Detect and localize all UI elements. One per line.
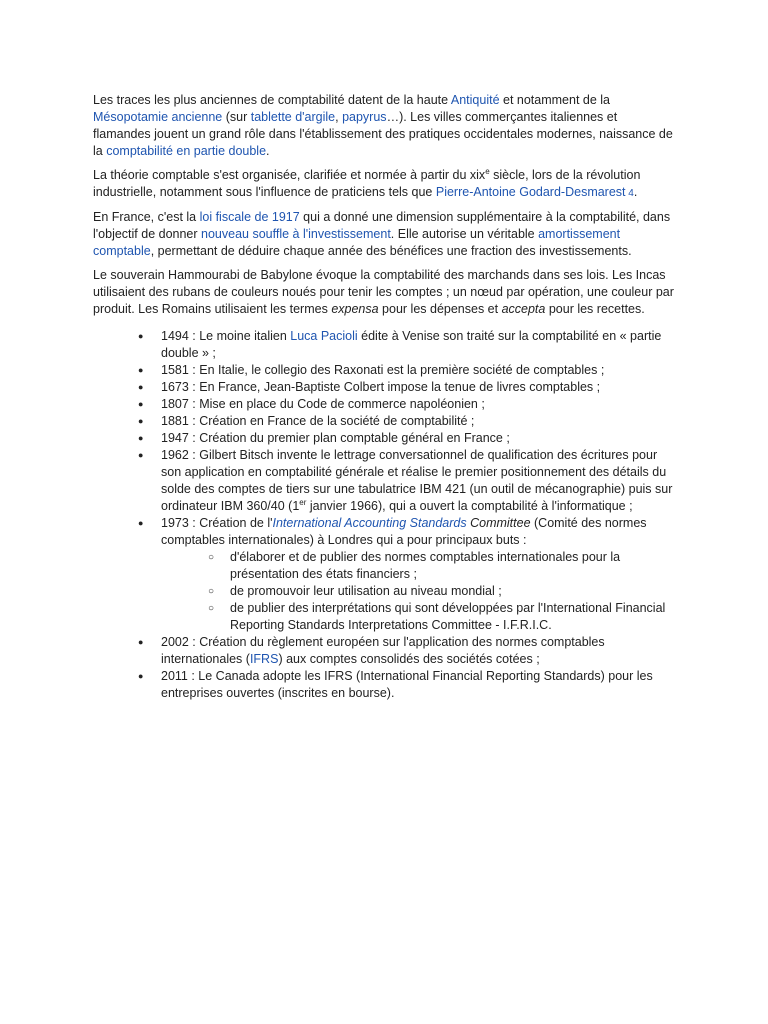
list-item-1673: ● 1673 : En France, Jean-Baptiste Colbert impose la tenue de livres comptables ; <box>161 379 678 396</box>
list-item-1973 <box>161 515 678 634</box>
text: janvier 1966), qui a ouvert la comptabilité à l'informatique ; <box>306 499 633 513</box>
list-item-2002 <box>161 634 678 668</box>
text-accepta: accepta <box>501 302 546 316</box>
link-iasc[interactable] <box>273 516 467 530</box>
link-luca-pacioli[interactable]: Luca Pacioli <box>290 329 358 343</box>
sublist-item-promouvoir: ○ de promouvoir leur utilisation au niveau mondial ; <box>230 583 678 600</box>
text: , <box>335 110 343 124</box>
paragraph-france <box>93 209 678 260</box>
text: En France, c'est la <box>93 210 200 224</box>
link-partie-double[interactable]: comptabilité en partie double <box>106 144 267 158</box>
link-text: International Accounting Standards <box>272 516 467 530</box>
text: Les traces les plus anciennes de comptabilité datent de la haute <box>93 93 451 107</box>
text: pour les dépenses et <box>378 302 502 316</box>
link-ifrs[interactable]: IFRS <box>249 652 279 666</box>
superscript: e <box>485 166 490 176</box>
list-item-1807: ● 1807 : Mise en place du Code de commerce napoléonien ; <box>161 396 678 413</box>
text: pour les recettes. <box>545 302 645 316</box>
text: 2002 : Création du règlement européen sur l'application des normes comptables internationales ( <box>161 635 605 666</box>
text: …). Les villes commerçantes italiennes et flamandes jouent un grand rôle dans l'établissement des pratiques occidentales modernes, naissance de la <box>93 110 673 158</box>
list-item-1947: ● 1947 : Création du premier plan comptable général en France ; <box>161 430 678 447</box>
timeline-list <box>93 328 678 702</box>
text: . <box>266 144 270 158</box>
text: . Elle autorise un véritable <box>390 227 539 241</box>
paragraph-theory <box>93 167 678 202</box>
text: 1973 : Création de l' <box>161 516 273 530</box>
link-papyrus[interactable]: papyrus <box>342 110 387 124</box>
reference-4[interactable]: 4 <box>625 188 634 199</box>
superscript: er <box>299 497 307 507</box>
text: siècle, lors de la révolution industrielle, notamment sous l'influence de praticiens tels que <box>93 168 641 199</box>
paragraph-history <box>93 267 678 318</box>
text-expensa: expensa <box>331 302 379 316</box>
list-item-2011: ● 2011 : Le Canada adopte les IFRS (International Financial Reporting Standards) pour les entreprises ouvertes (inscrites en bourse). <box>161 668 678 702</box>
list-item-1962 <box>161 447 678 515</box>
document-page <box>93 92 678 702</box>
text: édite à Venise son traité sur la comptabilité en « partie double » ; <box>161 329 662 360</box>
link-godard-desmarest[interactable]: Pierre-Antoine Godard-Desmarest <box>435 185 626 199</box>
text: ) aux comptes consolidés des sociétés cotées ; <box>278 652 540 666</box>
goals-sublist <box>161 549 678 634</box>
text: et notamment de la <box>499 93 611 107</box>
sublist-item-publier: ○ de publier des interprétations qui sont développées par l'International Financial Reporting Standards Interpretations Committee - I.F.R.I.C. <box>230 600 678 634</box>
text: . <box>633 185 638 199</box>
text: Le souverain Hammourabi de Babylone évoque la comptabilité des marchands dans ses lois. Les Incas utilisaient des rubans de couleurs noués pour tenir les comptes ; un nœud par opération, une couleur par produit. Les Romains utilisaient les termes <box>93 268 674 316</box>
text: qui a donné une dimension supplémentaire à la comptabilité, dans l'objectif de donner <box>93 210 671 241</box>
paragraph-antiquity <box>93 92 678 160</box>
text: 1962 : Gilbert Bitsch invente le lettrage conversationnel de qualification des écritures pour son application en comptabilité générale et réalise le premier positionnement des détails du solde des comptes de tiers sur une tabulatrice IBM 421 (un outil de mécanographie) puis sur ordinateur IBM 360/40 (1 <box>161 448 673 513</box>
text: (sur <box>222 110 251 124</box>
list-item-1581: ● 1581 : En Italie, le collegio des Raxonati est la première société de comptables ; <box>161 362 678 379</box>
text: La théorie comptable s'est organisée, clarifiée et normée à partir du xix <box>93 168 486 182</box>
list-item-1881: ● 1881 : Création en France de la société de comptabilité ; <box>161 413 678 430</box>
link-nouveau-souffle[interactable]: nouveau souffle à l'investissement <box>201 227 391 241</box>
text: , permettant de déduire chaque année des bénéfices une fraction des investissements. <box>150 244 632 258</box>
list-item-1494 <box>161 328 678 362</box>
link-antiquite[interactable]: Antiquité <box>450 93 500 107</box>
text: (Comité des normes comptables internationales) à Londres qui a pour principaux buts : <box>161 516 647 547</box>
sublist-item-elaborer: ○ d'élaborer et de publier des normes comptables internationales pour la présentation des états financiers ; <box>230 549 678 583</box>
text: 1494 : Le moine italien <box>161 329 291 343</box>
text-committee: Committee <box>466 516 531 530</box>
link-loi-fiscale-1917[interactable]: loi fiscale de 1917 <box>199 210 300 224</box>
link-tablette-argile[interactable]: tablette d'argile <box>250 110 336 124</box>
link-mesopotamie[interactable]: Mésopotamie ancienne <box>93 110 223 124</box>
link-amortissement[interactable]: amortissement comptable <box>93 227 621 258</box>
